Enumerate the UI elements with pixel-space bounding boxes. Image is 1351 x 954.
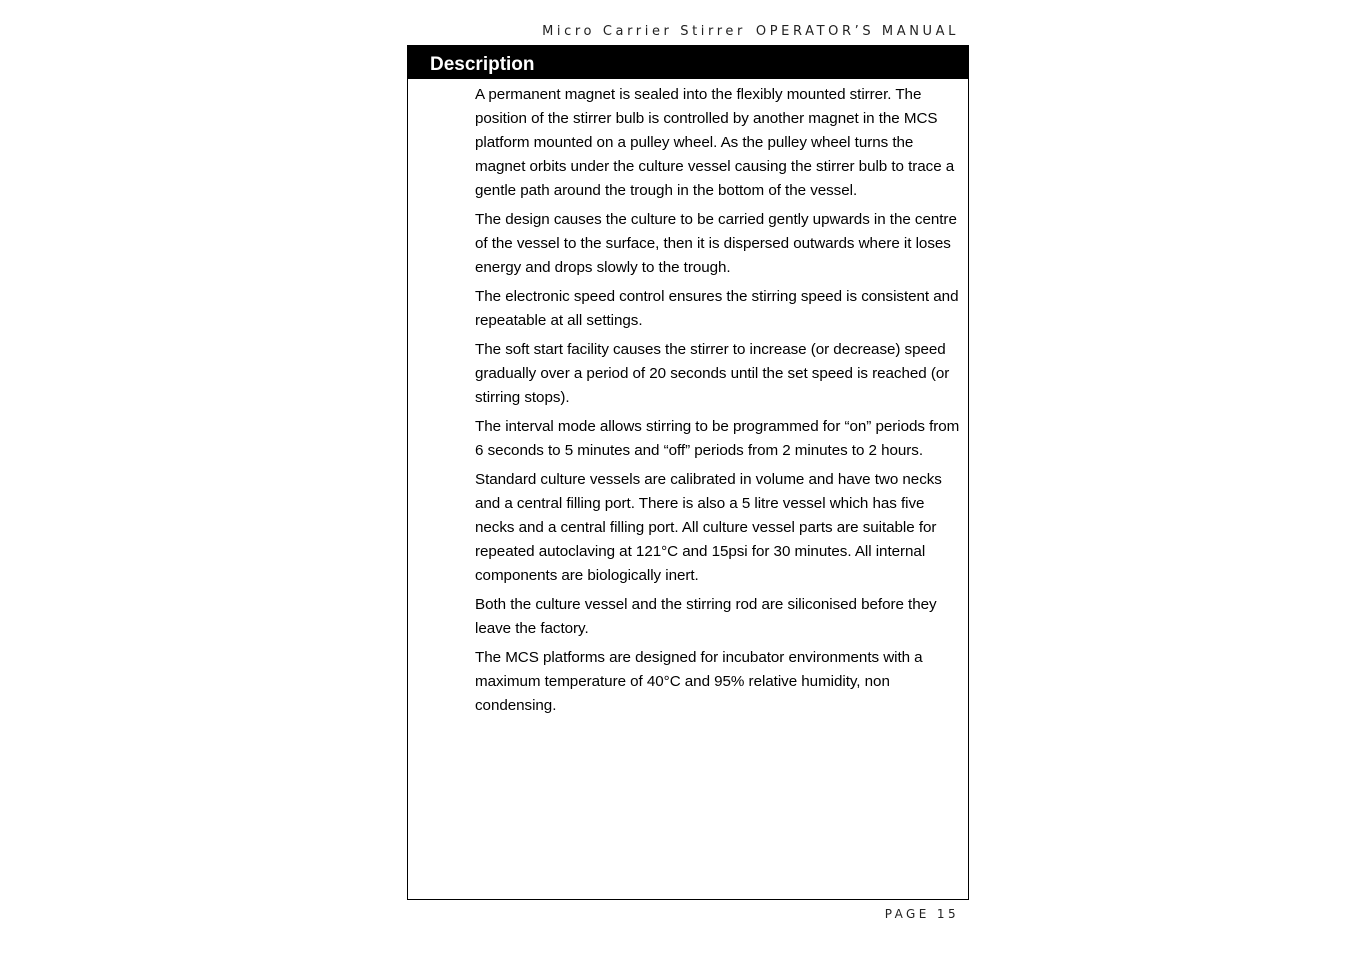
page-number: PAGE 15: [884, 907, 959, 921]
paragraph-soft-start: The soft start facility causes the stirrer to increase (or decrease) speed gradually over a period of 20 seconds until the set speed is reached (or stirring stops).: [475, 341, 950, 406]
paragraph-siliconised: Both the culture vessel and the stirring rod are siliconised before they leave the factory.: [475, 596, 937, 637]
paragraph-design: The design causes the culture to be carried gently upwards in the centre of the vessel to the surface, then it is dispersed outwards where it loses energy and drops slowly to the trough.: [475, 211, 957, 276]
paragraph-platforms: The MCS platforms are designed for incubator environments with a maximum temperature of 40°C and 95% relative humidity, non condensing.: [475, 649, 923, 714]
section-heading-bar: [408, 46, 968, 79]
paragraph-culture-vessels: Standard culture vessels are calibrated in volume and have two necks and a central filling port. There is also a 5 litre vessel which has five necks and a central filling port. All culture vessel parts are suitable for repeated autoclaving at 121°C and 15psi for 30 minutes. All internal components are biologically inert.: [475, 471, 942, 584]
running-header: [542, 24, 959, 39]
header-product-name: Micro Carrier Stirrer: [542, 24, 746, 39]
paragraph-speed-control: The electronic speed control ensures the stirring speed is consistent and repeatable at all settings.: [475, 288, 959, 329]
content-frame: [407, 45, 969, 900]
section-title: Description: [430, 54, 535, 75]
paragraph-interval-mode: The interval mode allows stirring to be programmed for “on” periods from 6 seconds to 5 minutes and “off” periods from 2 minutes to 2 hours.: [475, 418, 960, 459]
header-document-type: OPERATOR’S MANUAL: [755, 24, 959, 39]
section-body: [475, 83, 961, 723]
paragraph-magnet: A permanent magnet is sealed into the flexibly mounted stirrer. The position of the stirrer bulb is controlled by another magnet in the MCS platform mounted on a pulley wheel. As the pulley wheel turns the magnet orbits under the culture vessel causing the stirrer bulb to trace a gentle path around the trough in the bottom of the vessel.: [475, 86, 955, 199]
